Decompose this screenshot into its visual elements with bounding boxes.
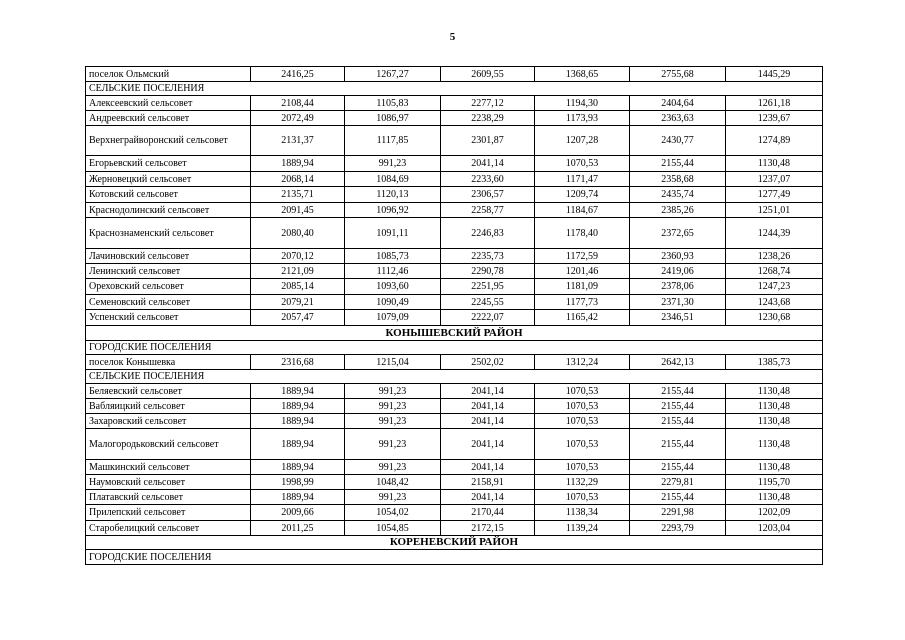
value-cell: 1261,18: [726, 96, 823, 111]
value-cell: 1130,48: [726, 399, 823, 414]
value-cell: 1177,73: [535, 295, 630, 310]
value-cell: 1277,49: [726, 187, 823, 203]
value-cell: 1207,28: [535, 126, 630, 156]
section-title: СЕЛЬСКИЕ ПОСЕЛЕНИЯ: [86, 82, 823, 96]
value-cell: 1048,42: [345, 475, 441, 490]
value-cell: 2041,14: [441, 490, 535, 505]
value-cell: 2131,37: [251, 126, 345, 156]
value-cell: 1215,04: [345, 355, 441, 370]
value-cell: 2155,44: [630, 460, 726, 475]
value-cell: 1209,74: [535, 187, 630, 203]
value-cell: 2293,79: [630, 521, 726, 536]
value-cell: 2172,15: [441, 521, 535, 536]
settlement-name-cell: поселок Ольмский: [86, 67, 251, 82]
value-cell: 1070,53: [535, 414, 630, 429]
table-row: [86, 203, 823, 218]
value-cell: 1237,07: [726, 172, 823, 187]
value-cell: 2238,29: [441, 111, 535, 126]
settlement-name-cell: Егорьевский сельсовет: [86, 156, 251, 172]
table-row: [86, 355, 823, 370]
value-cell: 2155,44: [630, 384, 726, 399]
value-cell: 1070,53: [535, 399, 630, 414]
value-cell: 1445,29: [726, 67, 823, 82]
value-cell: 1194,30: [535, 96, 630, 111]
district-header-row: [86, 326, 823, 341]
settlement-name-cell: Машкинский сельсовет: [86, 460, 251, 475]
value-cell: 2011,25: [251, 521, 345, 536]
value-cell: 1085,73: [345, 249, 441, 264]
section-header-row: [86, 370, 823, 384]
value-cell: 1054,85: [345, 521, 441, 536]
value-cell: 1312,24: [535, 355, 630, 370]
value-cell: 2502,02: [441, 355, 535, 370]
value-cell: 1178,40: [535, 218, 630, 249]
value-cell: 2371,30: [630, 295, 726, 310]
value-cell: 2306,57: [441, 187, 535, 203]
table-row: [86, 67, 823, 82]
value-cell: 991,23: [345, 429, 441, 460]
value-cell: 1247,23: [726, 279, 823, 295]
value-cell: 1243,68: [726, 295, 823, 310]
table-row: [86, 156, 823, 172]
value-cell: 1070,53: [535, 384, 630, 399]
table-row: [86, 295, 823, 310]
table-row: [86, 96, 823, 111]
value-cell: 2080,40: [251, 218, 345, 249]
value-cell: 2057,47: [251, 310, 345, 326]
value-cell: 1274,89: [726, 126, 823, 156]
value-cell: 2070,12: [251, 249, 345, 264]
value-cell: 2609,55: [441, 67, 535, 82]
value-cell: 991,23: [345, 384, 441, 399]
value-cell: 2435,74: [630, 187, 726, 203]
table-row: [86, 475, 823, 490]
section-header-row: [86, 550, 823, 565]
value-cell: 2346,51: [630, 310, 726, 326]
value-cell: 2155,44: [630, 490, 726, 505]
value-cell: 2245,55: [441, 295, 535, 310]
value-cell: 2135,71: [251, 187, 345, 203]
settlement-name-cell: Краснознаменский сельсовет: [86, 218, 251, 249]
settlement-name-cell: Платавский сельсовет: [86, 490, 251, 505]
settlement-name-cell: Алексеевский сельсовет: [86, 96, 251, 111]
value-cell: 1130,48: [726, 414, 823, 429]
district-title: КОРЕНЕВСКИЙ РАЙОН: [86, 536, 823, 550]
table-row: [86, 490, 823, 505]
value-cell: 1112,46: [345, 264, 441, 279]
value-cell: 2430,77: [630, 126, 726, 156]
value-cell: 1244,39: [726, 218, 823, 249]
value-cell: 2085,14: [251, 279, 345, 295]
settlement-name-cell: Успенский сельсовет: [86, 310, 251, 326]
value-cell: 2155,44: [630, 399, 726, 414]
value-cell: 2642,13: [630, 355, 726, 370]
table-row: [86, 279, 823, 295]
table-row: [86, 521, 823, 536]
value-cell: 1091,11: [345, 218, 441, 249]
value-cell: 2363,63: [630, 111, 726, 126]
value-cell: 1889,94: [251, 460, 345, 475]
value-cell: 1251,01: [726, 203, 823, 218]
value-cell: 2009,66: [251, 505, 345, 521]
value-cell: 2108,44: [251, 96, 345, 111]
table-row: [86, 414, 823, 429]
section-title: ГОРОДСКИЕ ПОСЕЛЕНИЯ: [86, 341, 823, 355]
value-cell: 991,23: [345, 399, 441, 414]
value-cell: 1130,48: [726, 460, 823, 475]
section-title: ГОРОДСКИЕ ПОСЕЛЕНИЯ: [86, 550, 823, 565]
value-cell: 1201,46: [535, 264, 630, 279]
value-cell: 1130,48: [726, 156, 823, 172]
value-cell: 991,23: [345, 490, 441, 505]
value-cell: 2360,93: [630, 249, 726, 264]
value-cell: 1086,97: [345, 111, 441, 126]
value-cell: 1070,53: [535, 460, 630, 475]
settlement-name-cell: Лачиновский сельсовет: [86, 249, 251, 264]
value-cell: 1171,47: [535, 172, 630, 187]
settlement-name-cell: Жерновецкий сельсовет: [86, 172, 251, 187]
settlement-name-cell: Семеновский сельсовет: [86, 295, 251, 310]
value-cell: 991,23: [345, 414, 441, 429]
table-row: [86, 460, 823, 475]
value-cell: 1139,24: [535, 521, 630, 536]
value-cell: 2155,44: [630, 156, 726, 172]
settlement-name-cell: Ореховский сельсовет: [86, 279, 251, 295]
value-cell: 2301,87: [441, 126, 535, 156]
value-cell: 2251,95: [441, 279, 535, 295]
value-cell: 2290,78: [441, 264, 535, 279]
value-cell: 1385,73: [726, 355, 823, 370]
value-cell: 1090,49: [345, 295, 441, 310]
settlement-name-cell: Беляевский сельсовет: [86, 384, 251, 399]
settlement-name-cell: Наумовский сельсовет: [86, 475, 251, 490]
value-cell: 1096,92: [345, 203, 441, 218]
value-cell: 1070,53: [535, 490, 630, 505]
value-cell: 2235,73: [441, 249, 535, 264]
settlement-name-cell: Прилепский сельсовет: [86, 505, 251, 521]
value-cell: 2072,49: [251, 111, 345, 126]
table-row: [86, 264, 823, 279]
value-cell: 2372,65: [630, 218, 726, 249]
page-number: 5: [449, 31, 456, 43]
section-title: СЕЛЬСКИЕ ПОСЕЛЕНИЯ: [86, 370, 823, 384]
value-cell: 991,23: [345, 460, 441, 475]
value-cell: 1079,09: [345, 310, 441, 326]
value-cell: 1202,09: [726, 505, 823, 521]
value-cell: 2277,12: [441, 96, 535, 111]
value-cell: 2419,06: [630, 264, 726, 279]
value-cell: 1054,02: [345, 505, 441, 521]
value-cell: 1173,93: [535, 111, 630, 126]
settlement-name-cell: Андреевский сельсовет: [86, 111, 251, 126]
value-cell: 1130,48: [726, 384, 823, 399]
district-header-row: [86, 536, 823, 550]
value-cell: 2041,14: [441, 414, 535, 429]
section-header-row: [86, 82, 823, 96]
settlement-name-cell: Верхнеграйворонский сельсовет: [86, 126, 251, 156]
value-cell: 1093,60: [345, 279, 441, 295]
value-cell: 1889,94: [251, 414, 345, 429]
table-row: [86, 429, 823, 460]
value-cell: 2041,14: [441, 399, 535, 414]
value-cell: 1889,94: [251, 490, 345, 505]
settlement-name-cell: Старобелицкий сельсовет: [86, 521, 251, 536]
value-cell: 2279,81: [630, 475, 726, 490]
value-cell: 2079,21: [251, 295, 345, 310]
district-title: КОНЫШЕВСКИЙ РАЙОН: [86, 326, 823, 341]
value-cell: 2041,14: [441, 460, 535, 475]
value-cell: 2316,68: [251, 355, 345, 370]
value-cell: 1130,48: [726, 490, 823, 505]
value-cell: 1138,34: [535, 505, 630, 521]
value-cell: 2068,14: [251, 172, 345, 187]
value-cell: 1181,09: [535, 279, 630, 295]
settlement-name-cell: Захаровский сельсовет: [86, 414, 251, 429]
value-cell: 1132,29: [535, 475, 630, 490]
value-cell: 1238,26: [726, 249, 823, 264]
value-cell: 1172,59: [535, 249, 630, 264]
value-cell: 991,23: [345, 156, 441, 172]
value-cell: 1105,83: [345, 96, 441, 111]
value-cell: 2416,25: [251, 67, 345, 82]
value-cell: 2246,83: [441, 218, 535, 249]
value-cell: 2378,06: [630, 279, 726, 295]
value-cell: 1230,68: [726, 310, 823, 326]
value-cell: 1070,53: [535, 429, 630, 460]
settlement-name-cell: Вабляицкий сельсовет: [86, 399, 251, 414]
table-row: [86, 505, 823, 521]
settlement-name-cell: Малогородьковский сельсовет: [86, 429, 251, 460]
settlement-name-cell: поселок Конышевка: [86, 355, 251, 370]
table-row: [86, 111, 823, 126]
value-cell: 1130,48: [726, 429, 823, 460]
value-cell: 1998,99: [251, 475, 345, 490]
value-cell: 2291,98: [630, 505, 726, 521]
value-cell: 2091,45: [251, 203, 345, 218]
value-cell: 2041,14: [441, 429, 535, 460]
table-row: [86, 399, 823, 414]
value-cell: 2155,44: [630, 429, 726, 460]
value-cell: 2170,44: [441, 505, 535, 521]
value-cell: 1889,94: [251, 399, 345, 414]
value-cell: 1267,27: [345, 67, 441, 82]
value-cell: 1889,94: [251, 429, 345, 460]
table-row: [86, 172, 823, 187]
settlement-name-cell: Ленинский сельсовет: [86, 264, 251, 279]
value-cell: 2258,77: [441, 203, 535, 218]
table-row: [86, 218, 823, 249]
value-cell: 1268,74: [726, 264, 823, 279]
value-cell: 1889,94: [251, 156, 345, 172]
value-cell: 2158,91: [441, 475, 535, 490]
value-cell: 2155,44: [630, 414, 726, 429]
value-cell: 1070,53: [535, 156, 630, 172]
table-row: [86, 249, 823, 264]
tariff-table: [85, 66, 823, 565]
value-cell: 1368,65: [535, 67, 630, 82]
table-row: [86, 187, 823, 203]
table-row: [86, 310, 823, 326]
settlement-name-cell: Котовский сельсовет: [86, 187, 251, 203]
value-cell: 2041,14: [441, 384, 535, 399]
value-cell: 2121,09: [251, 264, 345, 279]
value-cell: 1195,70: [726, 475, 823, 490]
value-cell: 2222,07: [441, 310, 535, 326]
settlement-name-cell: Краснодолинский сельсовет: [86, 203, 251, 218]
value-cell: 2404,64: [630, 96, 726, 111]
value-cell: 2358,68: [630, 172, 726, 187]
table-row: [86, 126, 823, 156]
value-cell: 2041,14: [441, 156, 535, 172]
table-row: [86, 384, 823, 399]
tariff-table-body: [86, 67, 823, 565]
value-cell: 2233,60: [441, 172, 535, 187]
value-cell: 1889,94: [251, 384, 345, 399]
value-cell: 1184,67: [535, 203, 630, 218]
value-cell: 1120,13: [345, 187, 441, 203]
value-cell: 1203,04: [726, 521, 823, 536]
value-cell: 1084,69: [345, 172, 441, 187]
value-cell: 2755,68: [630, 67, 726, 82]
value-cell: 1165,42: [535, 310, 630, 326]
value-cell: 1239,67: [726, 111, 823, 126]
value-cell: 1117,85: [345, 126, 441, 156]
value-cell: 2385,26: [630, 203, 726, 218]
section-header-row: [86, 341, 823, 355]
